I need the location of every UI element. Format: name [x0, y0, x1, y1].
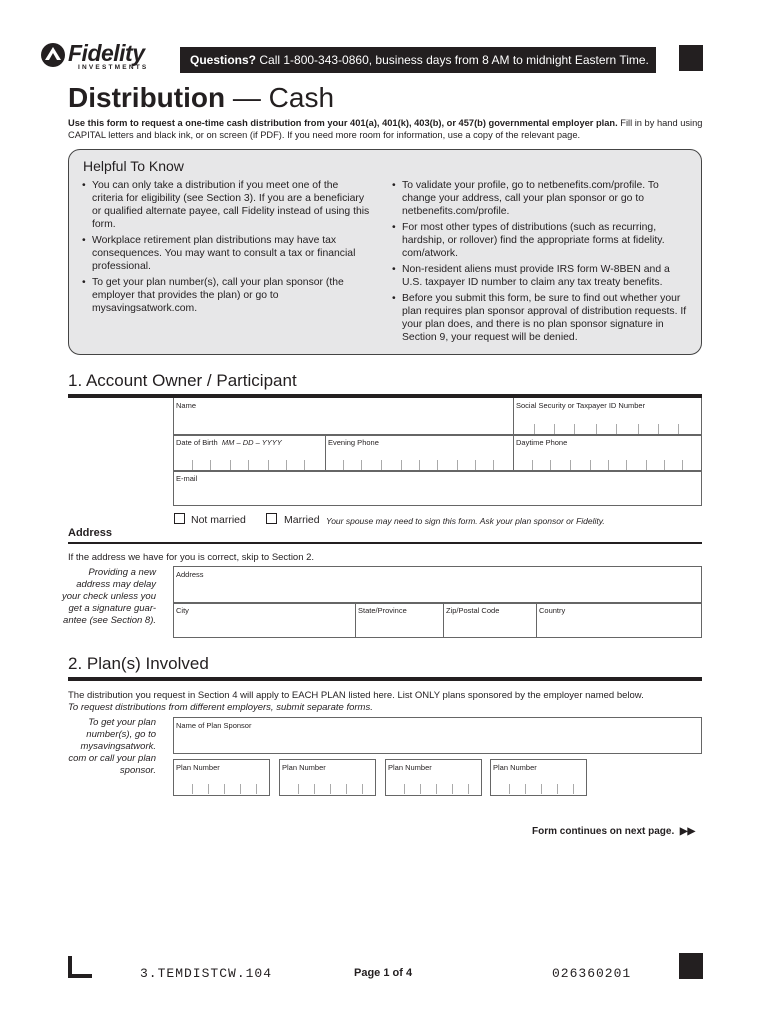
- title-main: Distribution: [68, 82, 226, 113]
- city-input[interactable]: [174, 614, 354, 637]
- helpful-left-column: [82, 179, 372, 318]
- zip-label: Zip/Postal Code: [446, 606, 500, 615]
- continue-text: Form continues on next page.: [532, 826, 675, 837]
- plan-number-box-2[interactable]: [279, 759, 376, 796]
- daytime-phone-input[interactable]: [514, 446, 701, 470]
- plan-side-note: To get your plan number(s), go to mysavingsatwork. com or call your plan sponsor.: [68, 717, 156, 776]
- address-skip-text: If the address we have for you is correct, skip to Section 2.: [68, 552, 315, 563]
- dob-hint: MM – DD – YYYY: [221, 438, 282, 447]
- plan-number-label: Plan Number: [388, 763, 432, 772]
- plan-number-box-3[interactable]: [385, 759, 482, 796]
- logo-wordmark: Fidelity: [68, 40, 145, 66]
- name-label: Name: [176, 401, 197, 410]
- married-label: Married: [284, 514, 320, 526]
- married-note: Your spouse may need to sign this form. Ask your plan sponsor or Fidelity.: [326, 516, 605, 526]
- helpful-left-item: • Workplace retirement plan distributions may have tax consequences. You may want to consult a tax or financial professional.: [82, 234, 372, 273]
- questions-phone-text: Call 1-800-343-0860, business days from 8 AM to midnight Eastern Time.: [256, 53, 649, 67]
- daytime-phone-label: Daytime Phone: [516, 438, 568, 447]
- helpful-right-item: • Non-resident aliens must provide IRS form W-8BEN and a U.S. taxpayer ID number to claim any tax treaty benefits.: [392, 263, 692, 289]
- section2-line1: The distribution you request in Section 4 will apply to EACH PLAN listed here. List ONLY plans sponsored by the employer named below.: [68, 690, 644, 701]
- not-married-label: Not married: [191, 514, 246, 526]
- barcode-number: 026360201: [552, 966, 632, 981]
- ssn-label: Social Security or Taxpayer ID Number: [516, 401, 646, 410]
- questions-banner: [180, 47, 656, 73]
- address-side-note: Providing a new address may delay your check unless you get a signature guar- antee (see Section 8).: [62, 567, 156, 626]
- section1-title: 1. Account Owner / Participant: [68, 371, 297, 390]
- dob-input[interactable]: [174, 446, 324, 470]
- section2-rule: [68, 677, 702, 681]
- email-label: E-mail: [176, 474, 198, 483]
- dob-label: Date of Birth MM – DD – YYYY: [176, 438, 282, 447]
- country-input[interactable]: [536, 614, 701, 637]
- helpful-title: Helpful To Know: [83, 158, 184, 174]
- married-checkbox[interactable]: [266, 513, 277, 524]
- plan-number-label: Plan Number: [176, 763, 220, 772]
- corner-mark-horizontal: [68, 974, 92, 978]
- registration-mark-bottom: [679, 953, 703, 979]
- plan-number-label: Plan Number: [282, 763, 326, 772]
- state-input[interactable]: [355, 614, 442, 637]
- fidelity-logo: [40, 40, 168, 74]
- state-label: State/Province: [358, 606, 407, 615]
- helpful-right-item: • For most other types of distributions (such as recurring, hardship, or rollover) find the appropriate forms at fidelity. com/atwork.: [392, 221, 692, 260]
- plan-sponsor-input[interactable]: [174, 729, 701, 753]
- evening-phone-input[interactable]: [325, 446, 513, 470]
- country-label: Country: [539, 606, 566, 615]
- questions-label: Questions?: [190, 53, 257, 67]
- intro-bold: Use this form to request a one-time cash distribution from your 401(a), 401(k), 403(b), or 457(b) governmental employer plan.: [68, 118, 618, 128]
- helpful-left-item: • To get your plan number(s), call your plan sponsor (the employer that provides the plan) or go to mysavingsatwork.com.: [82, 276, 372, 315]
- ssn-input[interactable]: [514, 410, 701, 434]
- continue-arrows-icon: ▶▶: [679, 826, 696, 837]
- helpful-right-item: • Before you submit this form, be sure to find out whether your plan requires plan sponsor approval of distribution requests. If your plan does, and there is no plan sponsor signature in Section 9, your request will be denied.: [392, 292, 692, 344]
- section2-line2: To request distributions from different employers, submit separate forms.: [68, 702, 373, 713]
- form-code: 3.TEMDISTCW.104: [140, 966, 273, 981]
- plan-number-box-4[interactable]: [490, 759, 587, 796]
- helpful-right-item: • To validate your profile, go to netbenefits.com/profile. To change your address, call your plan sponsor or go to netbenefits.com/profile.: [392, 179, 692, 218]
- email-input[interactable]: [174, 482, 701, 505]
- city-label: City: [176, 606, 189, 615]
- helpful-left-item: • You can only take a distribution if you meet one of the criteria for eligibility (see Section 3). If you are a beneficiary or qualified alternate payee, call Fidelity instead of using this form.: [82, 179, 372, 231]
- title-dash: —: [225, 82, 269, 113]
- title-sub: Cash: [268, 82, 335, 113]
- registration-mark-top: [679, 45, 703, 71]
- evening-phone-label: Evening Phone: [328, 438, 379, 447]
- plan-number-label: Plan Number: [493, 763, 537, 772]
- not-married-checkbox[interactable]: [174, 513, 185, 524]
- fidelity-pyramid-icon: [40, 42, 66, 68]
- plan-number-box-1[interactable]: [173, 759, 270, 796]
- address-input[interactable]: [174, 578, 701, 602]
- section2-title: 2. Plan(s) Involved: [68, 654, 209, 673]
- address-label: Address: [176, 570, 204, 579]
- intro-text: [68, 117, 708, 141]
- helpful-right-column: [392, 179, 692, 347]
- zip-input[interactable]: [443, 614, 535, 637]
- logo-subtitle: INVESTMENTS: [78, 64, 149, 71]
- intro-rest: Fill in by hand using CAPITAL letters and black ink, or on screen (if PDF). If you need more room for information, use a copy of the relevant page.: [68, 118, 703, 140]
- plan-sponsor-label: Name of Plan Sponsor: [176, 721, 252, 730]
- continue-note: [532, 826, 695, 837]
- name-input[interactable]: [174, 410, 512, 434]
- page-number: Page 1 of 4: [354, 967, 413, 979]
- address-heading: Address: [68, 527, 113, 539]
- address-rule: [68, 542, 702, 544]
- page-title: [68, 82, 334, 114]
